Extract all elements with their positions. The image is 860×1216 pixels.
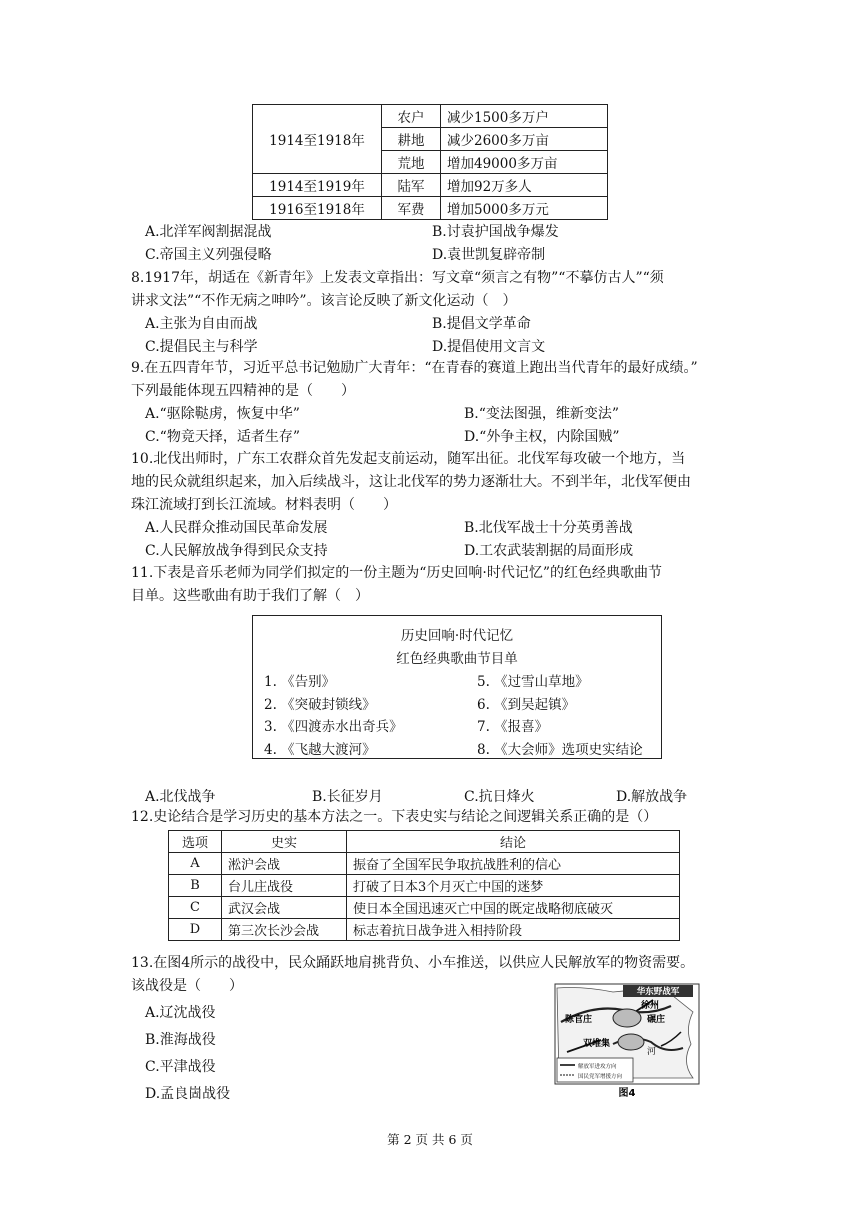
- header-cell: 史实: [222, 831, 347, 853]
- map-label-shuangduiji: 双堆集: [583, 1039, 611, 1049]
- map-caption: 图4: [618, 1088, 636, 1099]
- q11-option-d: D.解放战争: [616, 789, 688, 805]
- fact-cell: 淞沪会战: [222, 853, 347, 875]
- item-cell: 军费: [382, 197, 441, 220]
- q11-line1: 11.下表是音乐老师为同学们拟定的一份主题为“历史回响·时代记忆”的红色经典歌曲节: [131, 565, 663, 581]
- map-label-river: 河: [647, 1047, 657, 1057]
- q13-option-d: D.孟良崮战役: [145, 1086, 231, 1102]
- q8-option-d: D.提倡使用文言文: [432, 339, 546, 355]
- q7-option-a: A.北洋军阀割据混战: [145, 224, 272, 240]
- fact-cell: 第三次长沙会战: [222, 919, 347, 941]
- song-item: 3. 《四渡赤水出奇兵》: [264, 719, 403, 735]
- song-list-box: [252, 615, 662, 759]
- q7-option-d: D.袁世凯复辟帝制: [432, 247, 546, 263]
- history-conclusion-table: [168, 830, 680, 941]
- conclusion-cell: 标志着抗日战争进入相持阶段: [347, 919, 680, 941]
- q9-line2: 下列最能体现五四精神的是（ ）: [131, 383, 355, 399]
- q11-option-b: B.长征岁月: [312, 789, 383, 805]
- q13-option-b: B.淮海战役: [145, 1032, 216, 1048]
- song-list-subtitle: 红色经典歌曲节目单: [396, 651, 518, 667]
- q12-line1: 12.史论结合是学习历史的基本方法之一。下表史实与结论之间逻辑关系正确的是（）: [131, 809, 658, 825]
- q11-line2: 目单。这些歌曲有助于我们了解（ ）: [131, 588, 369, 604]
- song-item: 8. 《大会师》选项史实结论: [477, 742, 643, 758]
- table-row: [169, 897, 680, 919]
- table-row: [253, 197, 608, 220]
- item-cell: 耕地: [382, 128, 441, 151]
- period-cell: 1914至1918年: [253, 105, 382, 174]
- q10-option-c: C.人民解放战争得到民众支持: [145, 543, 328, 559]
- q10-option-d: D.工农武装割据的局面形成: [464, 543, 634, 559]
- q7-option-c: C.帝国主义列强侵略: [145, 247, 272, 263]
- conclusion-cell: 打破了日本3个月灭亡中国的迷梦: [347, 875, 680, 897]
- song-list-title: 历史回响·时代记忆: [400, 628, 514, 644]
- change-cell: 减少2600多万亩: [441, 128, 608, 151]
- statistics-table: [252, 104, 608, 220]
- q10-line3: 珠江流域打到长江流域。材料表明（ ）: [131, 497, 397, 513]
- header-cell: 选项: [169, 831, 222, 853]
- q11-option-a: A.北伐战争: [145, 789, 216, 805]
- header-cell: 结论: [347, 831, 680, 853]
- song-item: 2. 《突破封锁线》: [264, 697, 376, 713]
- q9-option-c: C.“物竞天择，适者生存”: [145, 429, 300, 445]
- table-row: [169, 853, 680, 875]
- fact-cell: 武汉会战: [222, 897, 347, 919]
- page-footer: 第 2 页 共 6 页: [387, 1132, 473, 1147]
- map-label-chenguanzhuang: 陈官庄: [565, 1015, 593, 1025]
- fact-cell: 台儿庄战役: [222, 875, 347, 897]
- q11-option-c: C.抗日烽火: [464, 789, 535, 805]
- q8-line2: 讲求文法”“不作无病之呻吟”。该言论反映了新文化运动（ ）: [131, 293, 517, 309]
- q13-line2: 该战役是（ ）: [131, 978, 243, 994]
- option-cell: A: [169, 853, 222, 875]
- change-cell: 增加92万多人: [441, 174, 608, 197]
- item-cell: 陆军: [382, 174, 441, 197]
- table-row: [169, 875, 680, 897]
- q10-line2: 地的民众就组织起来，加入后续战斗，这让北伐军的势力逐渐壮大。不到半年，北伐军便由: [131, 474, 691, 490]
- q8-option-a: A.主张为自由而战: [145, 316, 258, 332]
- q9-option-b: B.“变法图强，维新变法”: [464, 406, 620, 422]
- q8-option-b: B.提倡文学革命: [432, 316, 531, 332]
- battle-map-image: [553, 982, 701, 1100]
- q9-option-a: A.“驱除鞑虏，恢复中华”: [145, 406, 300, 422]
- conclusion-cell: 振奋了全国军民争取抗战胜利的信心: [347, 853, 680, 875]
- table-row: [253, 174, 608, 197]
- q10-option-b: B.北伐军战士十分英勇善战: [464, 520, 633, 536]
- q8-option-c: C.提倡民主与科学: [145, 339, 258, 355]
- period-cell: 1916至1918年: [253, 197, 382, 220]
- change-cell: 减少1500多万户: [441, 105, 608, 128]
- battle-map-figure: [553, 982, 701, 1100]
- q13-option-a: A.辽沈战役: [145, 1005, 216, 1021]
- song-item: 4. 《飞越大渡河》: [264, 742, 376, 758]
- q13-line1: 13.在图4所示的战役中，民众踊跃地肩挑背负、小车推送，以供应人民解放军的物资需要。: [131, 955, 695, 971]
- change-cell: 增加5000多万元: [441, 197, 608, 220]
- option-cell: B: [169, 875, 222, 897]
- song-item: 7. 《报喜》: [477, 719, 549, 735]
- song-item: 5. 《过雪山草地》: [477, 674, 589, 690]
- table-row: [169, 919, 680, 941]
- q10-option-a: A.人民群众推动国民革命发展: [145, 520, 328, 536]
- song-item: 6. 《到吴起镇》: [477, 697, 576, 713]
- q9-option-d: D.“外争主权，内除国贼”: [464, 429, 620, 445]
- map-legend-1: 解放军进攻方向: [578, 1064, 617, 1070]
- map-label-xuzhou: 徐州: [641, 1001, 660, 1011]
- map-legend-2: 国民党军增援方向: [578, 1074, 623, 1080]
- q8-line1: 8.1917年，胡适在《新青年》上发表文章指出：写文章“须言之有物”“不摹仿古人”“须: [131, 270, 664, 286]
- q13-option-c: C.平津战役: [145, 1059, 216, 1075]
- table-header-row: [169, 831, 680, 853]
- option-cell: C: [169, 897, 222, 919]
- conclusion-cell: 使日本全国迅速灭亡中国的既定战略彻底破灭: [347, 897, 680, 919]
- item-cell: 荒地: [382, 151, 441, 174]
- song-item: 1. 《告别》: [264, 674, 336, 690]
- option-cell: D: [169, 919, 222, 941]
- table-row: [253, 105, 608, 128]
- q10-line1: 10.北伐出师时，广东工农群众首先发起支前运动，随军出征。北伐军每攻破一个地方，当: [131, 451, 686, 467]
- period-cell: 1914至1919年: [253, 174, 382, 197]
- item-cell: 农户: [382, 105, 441, 128]
- q7-option-b: B.讨袁护国战争爆发: [432, 224, 559, 240]
- change-cell: 增加49000多万亩: [441, 151, 608, 174]
- map-label-nianzhuang: 碾庄: [647, 1015, 666, 1025]
- map-label-top: 华东野战军: [636, 987, 680, 997]
- q9-line1: 9.在五四青年节，习近平总书记勉励广大青年：“在青春的赛道上跑出当代青年的最好成绩。”: [131, 360, 698, 376]
